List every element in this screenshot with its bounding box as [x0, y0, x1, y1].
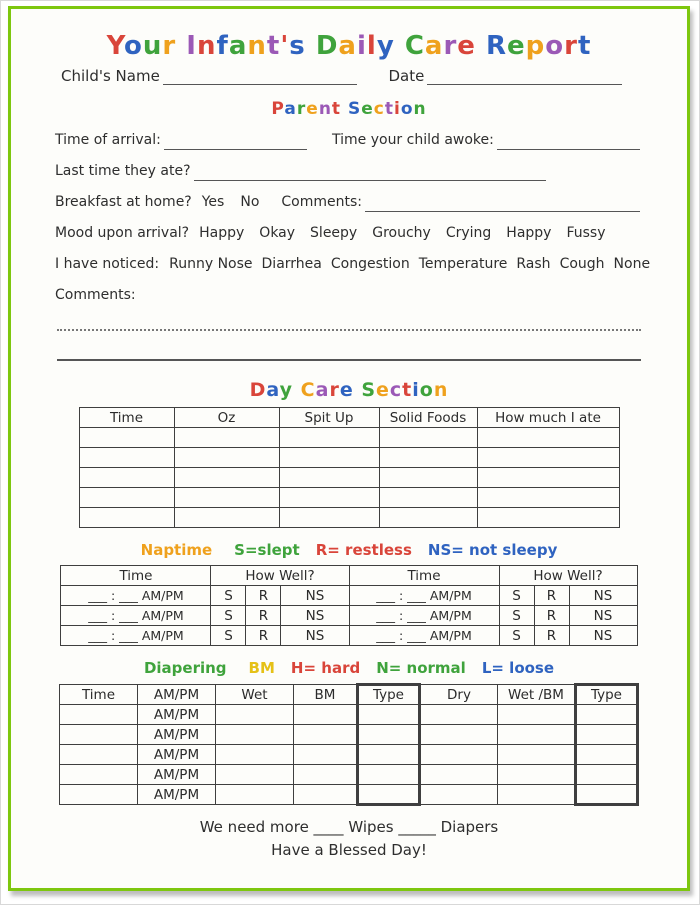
- mood-option: Crying: [445, 225, 492, 241]
- feeding-cell: [477, 448, 619, 468]
- letter: [306, 31, 316, 61]
- mood-option: Happy: [506, 225, 552, 241]
- feeding-cell: [174, 468, 279, 488]
- letter: Y: [106, 31, 125, 61]
- mood-options: [199, 223, 605, 243]
- legend-item: Naptime: [140, 541, 213, 559]
- diaper-column-header: Wet /BM: [498, 685, 576, 705]
- feeding-cell: [174, 448, 279, 468]
- letter: i: [393, 99, 401, 119]
- symptom-option: Diarrhea: [261, 256, 322, 272]
- letter: [341, 99, 348, 119]
- breakfast-comments-blank-line: [365, 195, 640, 212]
- diaper-cell: [60, 765, 138, 785]
- diaper-cell: [294, 725, 358, 745]
- feeding-cell: [279, 508, 379, 528]
- diaper-cell: [60, 745, 138, 765]
- legend-item: Diapering: [143, 659, 227, 677]
- diaper-cell: [420, 765, 498, 785]
- date-blank-line: [427, 68, 622, 85]
- mood-option: Okay: [259, 225, 296, 241]
- letter: n: [196, 31, 217, 61]
- diaper-cell: [358, 765, 420, 785]
- nap-howwell-cell: S: [499, 606, 534, 626]
- feeding-cell: [477, 508, 619, 528]
- letter: R: [486, 31, 508, 61]
- diaper-cell: [358, 705, 420, 725]
- nap-time-cell: ___ : ___ AM/PM: [61, 626, 211, 646]
- comments-row: [11, 285, 687, 305]
- diaper-cell: [498, 765, 576, 785]
- nap-howwell-cell: R: [534, 586, 569, 606]
- diaper-cell: [294, 705, 358, 725]
- letter: s: [289, 31, 306, 61]
- letter: ': [280, 31, 290, 61]
- letter: e: [339, 379, 354, 401]
- diapering-legend: [11, 658, 687, 678]
- letter: n: [318, 99, 332, 119]
- diaper-cell: [216, 785, 294, 805]
- diaper-cell: [358, 785, 420, 805]
- diaper-cell: [358, 745, 420, 765]
- nap-row: [61, 606, 637, 626]
- letter: t: [266, 31, 281, 61]
- letter: n: [247, 31, 267, 61]
- feeding-cell: [379, 488, 477, 508]
- letter: [176, 31, 186, 61]
- nap-time-cell: ___ : ___ AM/PM: [349, 626, 499, 646]
- feeding-cell: [79, 448, 174, 468]
- nap-howwell-cell: S: [499, 586, 534, 606]
- diaper-row: [60, 745, 638, 765]
- diaper-row: [60, 785, 638, 805]
- letter: [293, 379, 301, 401]
- letter: e: [457, 31, 476, 61]
- diaper-header-row: [60, 685, 638, 705]
- breakfast-comments-label: Comments:: [281, 194, 362, 210]
- nap-howwell-cell: R: [246, 586, 281, 606]
- diaper-cell: [576, 785, 638, 805]
- nap-column-header: How Well?: [499, 566, 637, 586]
- diaper-cell: [60, 725, 138, 745]
- nap-howwell-cell: NS: [281, 606, 349, 626]
- feeding-cell: [379, 508, 477, 528]
- nap-time-cell: ___ : ___ AM/PM: [61, 606, 211, 626]
- time-awoke-blank-line: [497, 133, 640, 150]
- letter: y: [376, 31, 395, 61]
- feeding-cell: [477, 468, 619, 488]
- symptom-option: Temperature: [418, 256, 508, 272]
- child-name-label: Child's Name: [61, 67, 160, 85]
- nap-header-row: [61, 566, 637, 586]
- diaper-column-header: Dry: [420, 685, 498, 705]
- mood-option: Sleepy: [310, 225, 358, 241]
- diaper-cell: [576, 745, 638, 765]
- letter: r: [329, 379, 340, 401]
- blessing-line: Have a Blessed Day!: [271, 841, 427, 859]
- nap-time-cell: ___ : ___ AM/PM: [349, 606, 499, 626]
- letter: o: [545, 31, 565, 61]
- time-of-arrival-blank-line: [164, 133, 307, 150]
- letter: S: [361, 379, 377, 401]
- feeding-cell: [379, 428, 477, 448]
- letter: c: [373, 99, 385, 119]
- letter: e: [361, 99, 374, 119]
- letter: S: [347, 99, 362, 119]
- feeding-column-header: How much I ate: [477, 408, 619, 428]
- comments-write-line-2: [57, 359, 641, 361]
- feeding-cell: [174, 508, 279, 528]
- feeding-cell: [279, 448, 379, 468]
- feeding-column-header: Time: [79, 408, 174, 428]
- feeding-cell: [279, 428, 379, 448]
- symptom-option: None: [613, 256, 651, 272]
- noticed-options: [169, 254, 650, 274]
- daycare-section-heading: [11, 379, 687, 401]
- feeding-column-header: Oz: [174, 408, 279, 428]
- last-ate-row: [11, 161, 687, 181]
- nap-howwell-cell: NS: [281, 586, 349, 606]
- diaper-cell: [498, 745, 576, 765]
- nap-howwell-cell: S: [211, 626, 246, 646]
- diaper-column-header: Type: [576, 685, 638, 705]
- nap-howwell-cell: S: [211, 586, 246, 606]
- date-label: Date: [388, 67, 425, 85]
- nap-column-header: Time: [61, 566, 211, 586]
- comments-label: Comments:: [55, 287, 136, 303]
- letter: o: [419, 379, 434, 401]
- diaper-cell: [576, 705, 638, 725]
- feeding-row: [79, 508, 619, 528]
- letter: n: [433, 379, 449, 401]
- symptom-option: Congestion: [330, 256, 410, 272]
- feeding-cell: [79, 428, 174, 448]
- legend-item: H= hard: [290, 659, 361, 677]
- diaper-cell: [216, 705, 294, 725]
- diaper-column-header: Type: [358, 685, 420, 705]
- diaper-column-header: BM: [294, 685, 358, 705]
- legend-item: BM: [248, 659, 275, 677]
- naptime-legend: [11, 540, 687, 560]
- letter: D: [249, 379, 267, 401]
- noticed-label: I have noticed:: [55, 256, 160, 272]
- letter: a: [284, 99, 297, 119]
- last-ate-label: Last time they ate?: [55, 163, 191, 179]
- diaper-ampm-cell: AM/PM: [138, 745, 216, 765]
- nap-time-cell: ___ : ___ AM/PM: [349, 586, 499, 606]
- diaper-column-header: Time: [60, 685, 138, 705]
- diaper-cell: [294, 785, 358, 805]
- child-name-blank-line: [163, 68, 358, 85]
- diaper-row: [60, 725, 638, 745]
- comments-write-line-1: [57, 329, 641, 331]
- legend-item: L= loose: [481, 659, 555, 677]
- breakfast-option: Yes: [201, 194, 225, 210]
- letter: e: [507, 31, 526, 61]
- name-date-row: [11, 67, 687, 85]
- letter: I: [186, 31, 197, 61]
- nap-column-header: Time: [349, 566, 499, 586]
- feeding-cell: [279, 468, 379, 488]
- feeding-cell: [79, 468, 174, 488]
- feeding-cell: [174, 488, 279, 508]
- letter: a: [424, 31, 444, 61]
- breakfast-option: No: [240, 194, 260, 210]
- diaper-cell: [420, 785, 498, 805]
- time-of-arrival-label: Time of arrival:: [55, 132, 161, 148]
- parent-section-heading: [11, 99, 687, 119]
- letter: o: [400, 99, 414, 119]
- letter: C: [300, 379, 316, 401]
- letter: r: [443, 31, 458, 61]
- diaper-cell: [420, 725, 498, 745]
- feeding-row: [79, 428, 619, 448]
- diaper-cell: [420, 705, 498, 725]
- letter: y: [279, 379, 294, 401]
- arrival-row: [11, 130, 687, 150]
- letter: P: [271, 99, 285, 119]
- diaper-row: [60, 765, 638, 785]
- letter: t: [402, 379, 413, 401]
- legend-item: S=slept: [234, 541, 300, 559]
- feeding-cell: [79, 488, 174, 508]
- letter: a: [266, 379, 280, 401]
- letter: f: [216, 31, 229, 61]
- letter: C: [404, 31, 425, 61]
- diaper-cell: [294, 745, 358, 765]
- diaper-table: [59, 683, 639, 806]
- diaper-column-header: Wet: [216, 685, 294, 705]
- diaper-cell: [498, 725, 576, 745]
- legend-item: N= normal: [376, 659, 466, 677]
- nap-column-header: How Well?: [211, 566, 349, 586]
- breakfast-label: Breakfast at home?: [55, 194, 192, 210]
- nap-howwell-cell: NS: [569, 586, 637, 606]
- nap-howwell-cell: R: [246, 606, 281, 626]
- diaper-cell: [60, 785, 138, 805]
- diaper-cell: [498, 705, 576, 725]
- letter: r: [296, 99, 307, 119]
- form-title: [11, 31, 687, 61]
- diaper-cell: [498, 785, 576, 805]
- feeding-row: [79, 468, 619, 488]
- letter: e: [306, 99, 319, 119]
- diaper-column-header: AM/PM: [138, 685, 216, 705]
- letter: i: [412, 379, 420, 401]
- diaper-ampm-cell: AM/PM: [138, 765, 216, 785]
- feeding-cell: [79, 508, 174, 528]
- nap-table: [60, 565, 637, 646]
- letter: c: [389, 379, 403, 401]
- letter: p: [525, 31, 546, 61]
- time-awoke-label: Time your child awoke:: [332, 132, 494, 148]
- feeding-cell: [477, 428, 619, 448]
- letter: i: [356, 31, 367, 61]
- mood-option: Happy: [199, 225, 245, 241]
- letter: r: [564, 31, 578, 61]
- diaper-cell: [358, 725, 420, 745]
- letter: a: [228, 31, 248, 61]
- symptom-option: Runny Nose: [169, 256, 253, 272]
- mood-option: Fussy: [566, 225, 606, 241]
- nap-howwell-cell: NS: [569, 606, 637, 626]
- nap-howwell-cell: S: [211, 606, 246, 626]
- feeding-cell: [379, 448, 477, 468]
- feeding-row: [79, 488, 619, 508]
- nap-time-cell: ___ : ___ AM/PM: [61, 586, 211, 606]
- feeding-cell: [174, 428, 279, 448]
- diaper-row: [60, 705, 638, 725]
- legend-item: NS= not sleepy: [427, 541, 558, 559]
- feeding-cell: [477, 488, 619, 508]
- mood-option: Grouchy: [372, 225, 431, 241]
- letter: a: [315, 379, 330, 401]
- nap-howwell-cell: NS: [281, 626, 349, 646]
- nap-howwell-cell: NS: [569, 626, 637, 646]
- nap-howwell-cell: R: [246, 626, 281, 646]
- nap-howwell-cell: R: [534, 626, 569, 646]
- diaper-cell: [420, 745, 498, 765]
- diaper-ampm-cell: AM/PM: [138, 785, 216, 805]
- symptom-option: Rash: [516, 256, 551, 272]
- symptom-option: Cough: [559, 256, 605, 272]
- letter: r: [162, 31, 177, 61]
- feeding-cell: [379, 468, 477, 488]
- feeding-table: [79, 407, 620, 528]
- feeding-header-row: [79, 408, 619, 428]
- letter: u: [142, 31, 163, 61]
- letter: a: [338, 31, 357, 61]
- nap-row: [61, 626, 637, 646]
- mood-label: Mood upon arrival?: [55, 225, 190, 241]
- letter: t: [578, 31, 592, 61]
- breakfast-options: [202, 192, 260, 212]
- last-ate-blank-line: [194, 164, 546, 181]
- letter: n: [413, 99, 427, 119]
- diaper-cell: [216, 725, 294, 745]
- feeding-cell: [279, 488, 379, 508]
- feeding-column-header: Solid Foods: [379, 408, 477, 428]
- diaper-cell: [60, 705, 138, 725]
- nap-row: [61, 586, 637, 606]
- feeding-row: [79, 448, 619, 468]
- mood-row: [11, 223, 687, 243]
- letter: [395, 31, 405, 61]
- letter: t: [384, 99, 394, 119]
- diaper-cell: [576, 725, 638, 745]
- need-more-line: We need more ____ Wipes _____ Diapers: [199, 818, 499, 836]
- feeding-column-header: Spit Up: [279, 408, 379, 428]
- nap-howwell-cell: R: [534, 606, 569, 626]
- diaper-cell: [294, 765, 358, 785]
- diaper-cell: [576, 765, 638, 785]
- letter: [476, 31, 486, 61]
- diaper-cell: [216, 745, 294, 765]
- noticed-row: [11, 254, 687, 274]
- letter: o: [124, 31, 143, 61]
- breakfast-row: [11, 192, 687, 212]
- diaper-ampm-cell: AM/PM: [138, 705, 216, 725]
- letter: l: [366, 31, 377, 61]
- diaper-cell: [216, 765, 294, 785]
- diaper-ampm-cell: AM/PM: [138, 725, 216, 745]
- nap-howwell-cell: S: [499, 626, 534, 646]
- letter: t: [331, 99, 342, 119]
- green-border-frame: [8, 6, 690, 891]
- letter: D: [315, 31, 339, 61]
- letter: e: [376, 379, 390, 401]
- legend-item: R= restless: [315, 541, 412, 559]
